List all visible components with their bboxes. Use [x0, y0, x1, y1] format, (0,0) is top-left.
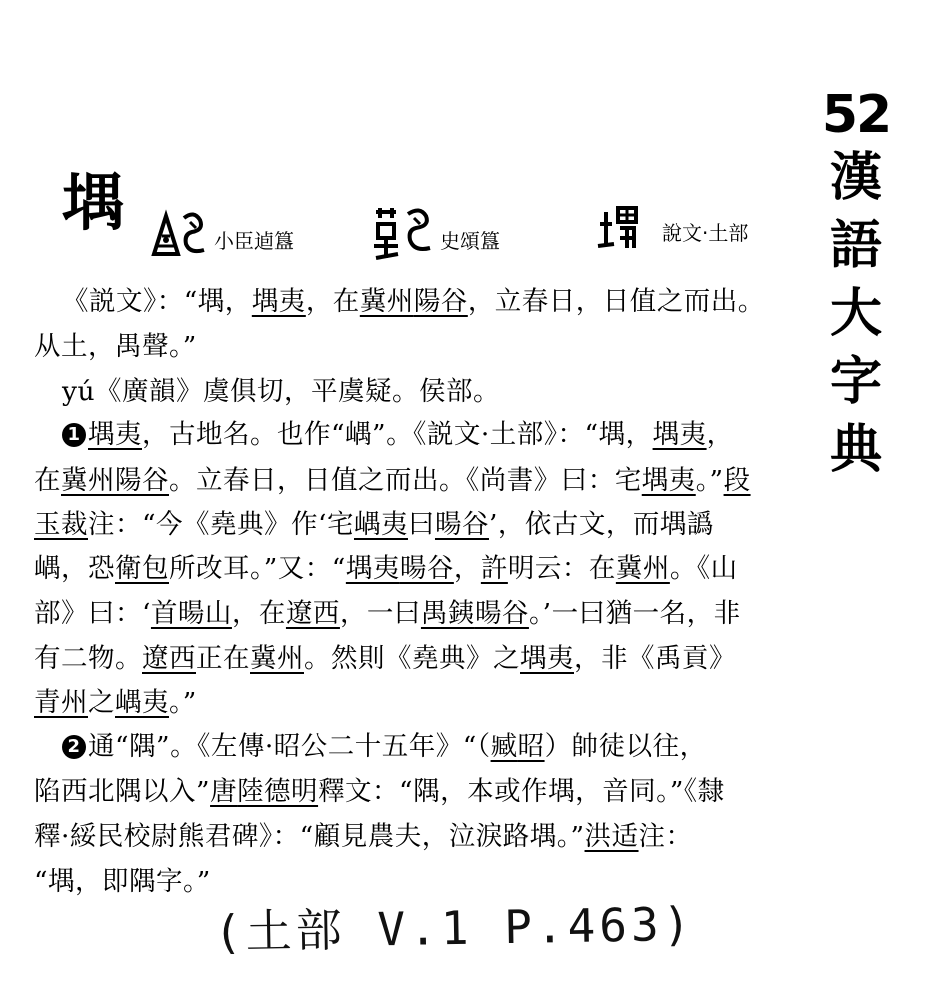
proper-name: 唐 — [210, 776, 238, 807]
title-char-3: 大 — [829, 284, 882, 344]
text-line — [62, 285, 765, 319]
proper-name: 暘谷 — [434, 509, 489, 540]
text-segment: ，立春日，日值之而出。 — [467, 286, 765, 317]
title-char-5: 典 — [829, 420, 882, 480]
page-number: 52 — [821, 85, 891, 145]
proper-name: 臧 — [490, 731, 518, 762]
text-segment: 《説文》： — [62, 286, 184, 317]
text-segment: ’，依古文，而堣譌 — [488, 509, 714, 540]
text-segment: 注： — [638, 821, 693, 852]
text-segment: ，非《禹貢》 — [574, 643, 736, 674]
proper-name: 堣夷 — [345, 553, 400, 584]
text-line — [62, 375, 500, 409]
text-line — [62, 730, 707, 764]
sense-number-badge: 2 — [62, 735, 86, 759]
seal-caption-2: 史頌簋 — [440, 229, 500, 253]
proper-name: 冀州 — [250, 643, 304, 674]
proper-name: 禺銕 — [420, 598, 475, 629]
text-line — [34, 508, 714, 542]
proper-name: 嵎夷 — [353, 509, 408, 540]
text-segment: “堣， — [183, 286, 252, 317]
proper-name: 堣夷 — [520, 643, 574, 674]
text-segment: ， — [453, 553, 481, 584]
text-segment: 部》曰：‘ — [34, 598, 151, 629]
proper-name: 遼西 — [285, 598, 340, 629]
text-segment: 正在 — [196, 643, 250, 674]
text-segment: 陷西北隅以入” — [34, 776, 211, 807]
proper-name: 首暘山 — [150, 598, 232, 629]
text-segment: 。” — [169, 687, 197, 718]
proper-name: 許 — [480, 553, 508, 584]
text-segment: 从土，禺聲。” — [34, 331, 197, 362]
text-line — [34, 686, 197, 720]
text-line — [34, 865, 211, 899]
sense-number-badge: 1 — [62, 423, 86, 447]
text-line — [62, 418, 734, 452]
proper-name: 暘谷 — [474, 598, 529, 629]
text-segment: 嵎，恐 — [34, 553, 115, 584]
text-segment: 明云：在 — [507, 553, 616, 584]
text-segment: 釋·綏民校尉熊君碑》：“顧見農夫，泣淚路堣。” — [34, 821, 585, 852]
proper-name: 陽谷 — [115, 465, 169, 496]
proper-name: 冀州 — [359, 286, 414, 317]
text-segment: 有二物。 — [34, 643, 142, 674]
proper-name: 堣夷 — [251, 286, 306, 317]
text-line — [34, 820, 693, 854]
proper-name: 洪适 — [584, 821, 639, 852]
proper-name: 堣夷 — [88, 419, 142, 450]
proper-name: 段 — [723, 465, 751, 496]
proper-name: 堣夷 — [652, 419, 707, 450]
proper-name: 玉裁 — [34, 509, 88, 540]
text-segment: ，一曰 — [339, 598, 421, 629]
text-segment: 釋文：“隅，本或作堣，音同。”《隸 — [318, 776, 725, 807]
proper-name: 陽谷 — [413, 286, 468, 317]
seal-form-3 — [596, 202, 748, 254]
seal-form-2 — [370, 204, 500, 262]
dictionary-title — [821, 86, 891, 484]
text-segment: “堣，即隅字。” — [34, 866, 211, 897]
text-line — [34, 775, 725, 809]
text-segment: 曰 — [407, 509, 435, 540]
text-segment: ，在 — [305, 286, 360, 317]
text-segment: 。立春日，日值之而出。《尚書》曰：宅 — [169, 465, 642, 496]
proper-name: 嵎夷 — [115, 687, 169, 718]
seal-caption-3: 說文·土部 — [662, 221, 749, 245]
text-segment: ）帥徒以往， — [544, 731, 707, 762]
proper-name: 堣夷 — [641, 465, 696, 496]
seal-form-1 — [148, 206, 294, 262]
bronze-glyph-icon — [370, 204, 436, 262]
text-line — [34, 597, 741, 631]
text-segment: ，古地名。也作“嵎”。《説文·土部》：“堣， — [142, 419, 653, 450]
title-char-2: 語 — [829, 216, 882, 276]
title-char-1: 漢 — [829, 148, 882, 208]
bronze-glyph-icon — [148, 206, 210, 262]
text-segment: 通“隅”。《左傳·昭公二十五年》“（ — [88, 731, 491, 762]
text-line — [34, 642, 736, 676]
proper-name: 青州 — [34, 687, 88, 718]
proper-name: 冀州 — [615, 553, 670, 584]
proper-name: 冀州 — [61, 465, 115, 496]
text-segment: 。然則《堯典》之 — [304, 643, 520, 674]
text-segment: 注：“今《堯典》作‘宅 — [88, 509, 354, 540]
proper-name: 暘谷 — [399, 553, 454, 584]
seal-caption-1: 小臣逌簋 — [214, 229, 294, 253]
proper-name: 昭 — [517, 731, 545, 762]
head-character: 堣 — [62, 166, 125, 239]
handwritten-note: (土部 V.1 P.463) — [213, 896, 695, 960]
text-segment: 。《山 — [669, 553, 738, 584]
text-line — [34, 330, 197, 364]
proper-name: 遼西 — [142, 643, 196, 674]
title-char-4: 字 — [829, 352, 882, 412]
text-segment: 。” — [695, 465, 724, 496]
text-line — [34, 464, 751, 498]
text-segment: yú《廣韻》虞俱切，平虞疑。侯部。 — [62, 376, 501, 407]
text-segment: 所改耳。”又：“ — [169, 553, 346, 584]
text-segment: 之 — [88, 687, 115, 718]
text-segment: ， — [706, 419, 734, 450]
seal-glyph-icon — [596, 202, 640, 254]
text-segment: ，在 — [231, 598, 286, 629]
text-segment: 在 — [34, 465, 61, 496]
proper-name: 陸德明 — [237, 776, 319, 807]
proper-name: 衛包 — [115, 553, 169, 584]
text-line — [34, 552, 738, 586]
text-segment: 。’一曰猶一名，非 — [528, 598, 741, 629]
